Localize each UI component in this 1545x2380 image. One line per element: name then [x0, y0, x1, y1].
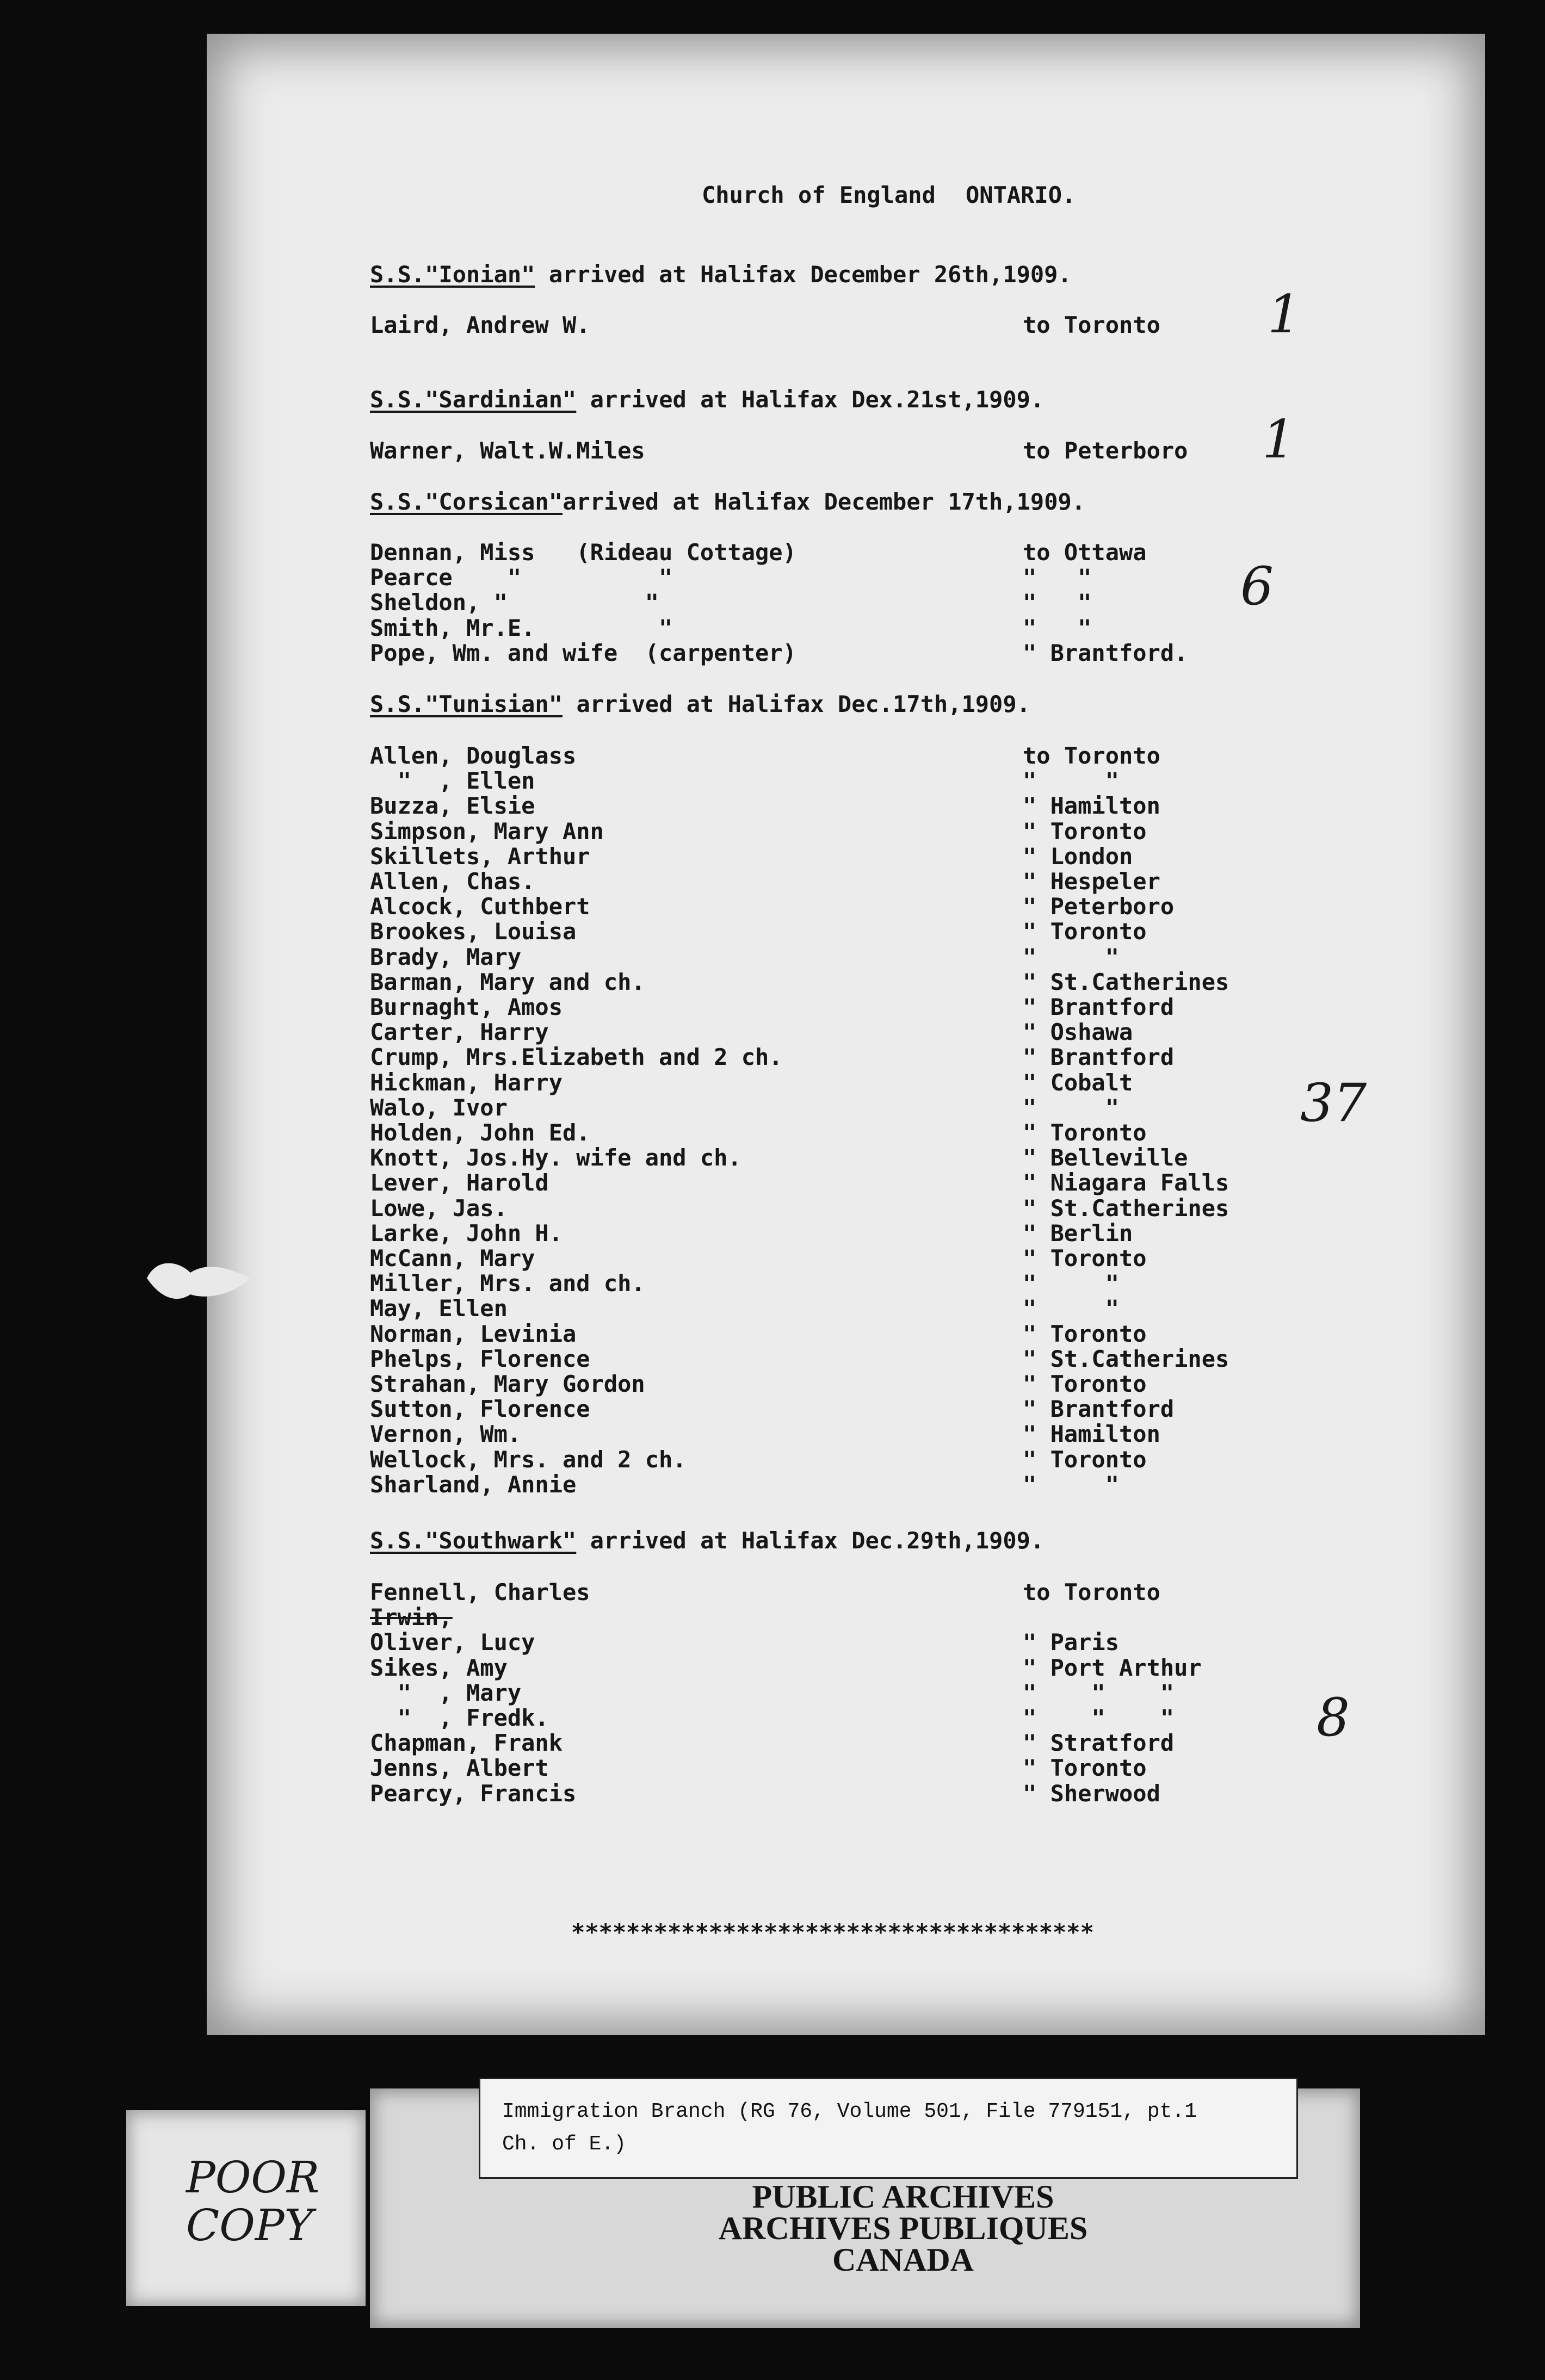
- destination: " Toronto: [1023, 1245, 1147, 1272]
- destination: to Toronto: [1023, 1579, 1160, 1606]
- arrival-line: arrived at Halifax December 26th,1909.: [535, 261, 1072, 288]
- passenger-name: Dennan, Miss (Rideau Cottage): [370, 539, 796, 566]
- destination: " ": [1023, 943, 1120, 970]
- destination: " Hespeler: [1023, 868, 1160, 895]
- passenger-name: May, Ellen: [370, 1295, 508, 1322]
- destination: " Berlin: [1023, 1219, 1133, 1247]
- ship-name: S.S."Southwark": [370, 1527, 577, 1554]
- reference-card: [479, 2078, 1298, 2179]
- passenger-name: Pearcy, Francis: [370, 1780, 577, 1807]
- passenger-name: Sikes, Amy: [370, 1654, 508, 1681]
- destination: to Peterboro: [1023, 437, 1188, 464]
- destination: " Brantford: [1023, 1396, 1175, 1423]
- ship-name: S.S."Tunisian": [370, 691, 563, 717]
- passenger-name: Crump, Mrs.Elizabeth and 2 ch.: [370, 1044, 783, 1071]
- passenger-name: " , Ellen: [370, 767, 535, 795]
- destination: " Toronto: [1023, 918, 1147, 945]
- destination: to Toronto: [1023, 742, 1160, 769]
- passenger-name: " , Mary: [370, 1679, 522, 1706]
- passenger-name: Simpson, Mary Ann: [370, 817, 604, 845]
- handwritten-count: 1: [1262, 409, 1296, 470]
- arrival-line: arrived at Halifax December 17th,1909.: [563, 488, 1086, 515]
- passenger-name: Barman, Mary and ch.: [370, 968, 645, 995]
- passenger-name: Wellock, Mrs. and 2 ch.: [370, 1446, 687, 1473]
- ship-name: S.S."Ionian": [370, 261, 535, 288]
- passenger-name: McCann, Mary: [370, 1245, 535, 1272]
- passenger-name: " , Fredk.: [370, 1705, 549, 1731]
- destination: " Peterboro: [1023, 893, 1175, 920]
- destination: " Belleville: [1023, 1144, 1188, 1172]
- end-rule: **************************************: [571, 1919, 1094, 1945]
- destination: to Toronto: [1023, 312, 1160, 338]
- destination: " Oshawa: [1023, 1019, 1133, 1046]
- destination: " Cobalt: [1023, 1069, 1133, 1096]
- destination: " Hamilton: [1023, 1421, 1160, 1448]
- handwritten-count: 8: [1317, 1687, 1350, 1748]
- arrival-line: arrived at Halifax Dec.17th,1909.: [563, 691, 1030, 717]
- passenger-name: Vernon, Wm.: [370, 1421, 522, 1448]
- passenger-name: Brady, Mary: [370, 943, 522, 970]
- passenger-name: Oliver, Lucy: [370, 1629, 535, 1656]
- destination: " ": [1023, 767, 1120, 795]
- destination: " Hamilton: [1023, 792, 1160, 820]
- handwritten-count: 1: [1268, 284, 1301, 345]
- destination: " ": [1023, 1270, 1120, 1297]
- destination: " " ": [1023, 1705, 1175, 1731]
- passenger-name: Warner, Walt.W.Miles: [370, 437, 645, 464]
- passenger-name: Irwin,: [370, 1604, 453, 1631]
- passenger-name: Jenns, Albert: [370, 1755, 549, 1782]
- destination: to Ottawa: [1023, 539, 1147, 566]
- poor-copy-note: POOR COPY: [186, 2152, 320, 2251]
- archive-stamp-line-1: PUBLIC ARCHIVES: [752, 2179, 1054, 2215]
- document-title: Church of England: [702, 182, 936, 208]
- destination: " Toronto: [1023, 1119, 1147, 1146]
- passenger-name: Lever, Harold: [370, 1169, 549, 1197]
- destination: " Niagara Falls: [1023, 1169, 1229, 1197]
- destination: " ": [1023, 1094, 1120, 1121]
- destination: " Sherwood: [1023, 1780, 1160, 1807]
- passenger-name: Laird, Andrew W.: [370, 312, 590, 338]
- destination: " Toronto: [1023, 817, 1147, 845]
- destination: " Toronto: [1023, 1371, 1147, 1397]
- destination: " Toronto: [1023, 1320, 1147, 1347]
- handwritten-count: 37: [1300, 1073, 1367, 1133]
- reference-line-2: Ch. of E.): [502, 2133, 627, 2156]
- arrival-line: arrived at Halifax Dex.21st,1909.: [576, 386, 1045, 413]
- passenger-name: Allen, Chas.: [370, 868, 535, 895]
- passenger-name: Chapman, Frank: [370, 1730, 563, 1757]
- passenger-name: Fennell, Charles: [370, 1579, 590, 1606]
- poor-copy-card: [126, 2110, 366, 2306]
- passenger-name: Norman, Levinia: [370, 1320, 577, 1347]
- passenger-name: Holden, John Ed.: [370, 1119, 590, 1146]
- passenger-name: Phelps, Florence: [370, 1345, 590, 1372]
- passenger-name: Pope, Wm. and wife (carpenter): [370, 639, 796, 666]
- passenger-name: Sutton, Florence: [370, 1396, 590, 1423]
- passenger-name: Hickman, Harry: [370, 1069, 563, 1096]
- reference-line-1: Immigration Branch (RG 76, Volume 501, File 779151, pt.1: [502, 2100, 1197, 2123]
- destination: " St.Catherines: [1023, 1194, 1229, 1222]
- destination: " St.Catherines: [1023, 968, 1229, 995]
- destination: " ": [1023, 589, 1092, 616]
- destination: " London: [1023, 842, 1133, 870]
- ship-name: S.S."Sardinian": [370, 386, 577, 413]
- passenger-name: Knott, Jos.Hy. wife and ch.: [370, 1144, 741, 1172]
- destination: " Brantford: [1023, 1044, 1175, 1071]
- destination: " ": [1023, 1471, 1120, 1498]
- passenger-name: Sheldon, " ": [370, 589, 659, 616]
- passenger-name: Walo, Ivor: [370, 1094, 508, 1121]
- arrival-line: arrived at Halifax Dec.29th,1909.: [576, 1527, 1045, 1554]
- destination: " Brantford: [1023, 994, 1175, 1020]
- destination: " St.Catherines: [1023, 1345, 1229, 1372]
- torn-paper-fragment: [141, 1245, 261, 1311]
- destination: " Paris: [1023, 1629, 1120, 1656]
- passenger-name: Larke, John H.: [370, 1219, 563, 1247]
- destination: " Brantford.: [1023, 639, 1188, 666]
- archive-stamp-line-2: ARCHIVES PUBLIQUES: [718, 2210, 1088, 2246]
- destination: " ": [1023, 564, 1092, 591]
- destination: " ": [1023, 614, 1092, 641]
- passenger-name: Strahan, Mary Gordon: [370, 1371, 645, 1397]
- destination: " Toronto: [1023, 1755, 1147, 1782]
- destination: " ": [1023, 1295, 1120, 1322]
- passenger-name: Smith, Mr.E. ": [370, 614, 673, 641]
- passenger-name: Alcock, Cuthbert: [370, 893, 590, 920]
- destination: " " ": [1023, 1679, 1175, 1706]
- destination: " Toronto: [1023, 1446, 1147, 1473]
- document-region: ONTARIO.: [966, 182, 1076, 208]
- passenger-name: Sharland, Annie: [370, 1471, 577, 1498]
- passenger-name: Carter, Harry: [370, 1019, 549, 1046]
- passenger-name: Allen, Douglass: [370, 742, 577, 769]
- destination: " Stratford: [1023, 1730, 1175, 1757]
- destination: " Port Arthur: [1023, 1654, 1202, 1681]
- passenger-name: Burnaght, Amos: [370, 994, 563, 1020]
- handwritten-count: 6: [1240, 556, 1274, 617]
- passenger-name: Miller, Mrs. and ch.: [370, 1270, 645, 1297]
- archive-stamp-line-3: CANADA: [832, 2242, 974, 2278]
- ship-name: S.S."Corsican": [370, 488, 563, 515]
- passenger-name: Pearce " ": [370, 564, 673, 591]
- passenger-name: Lowe, Jas.: [370, 1194, 508, 1222]
- passenger-name: Skillets, Arthur: [370, 842, 590, 870]
- passenger-name: Buzza, Elsie: [370, 792, 535, 820]
- passenger-name: Brookes, Louisa: [370, 918, 577, 945]
